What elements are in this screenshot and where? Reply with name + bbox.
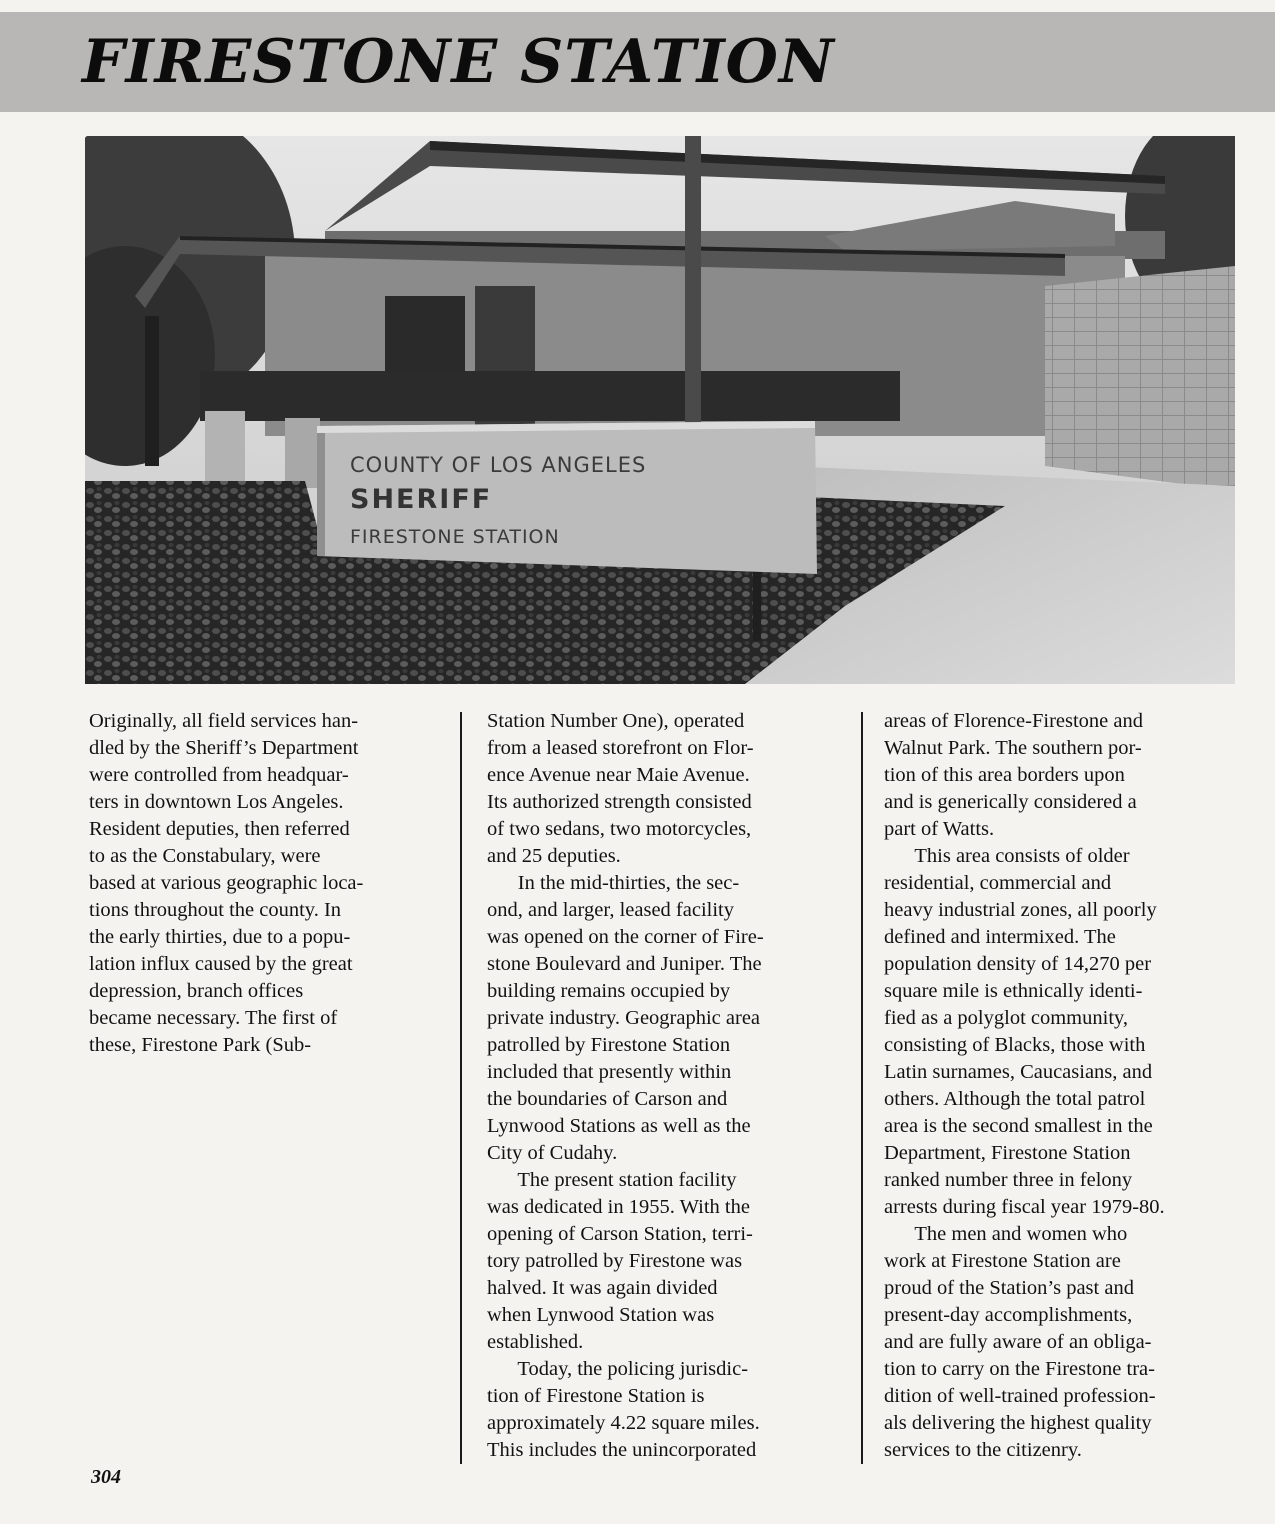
sign-line-sheriff: SHERIFF <box>350 484 493 515</box>
page-title: FIRESTONE STATION <box>82 27 835 97</box>
text-column-2: Station Number One), operated from a leased storefront on Flor- ence Avenue near Maie Avenue. Its authorized strength consisted of two sedans, two motorcycles, and 25 deputies. In the mid-thirties, the sec- ond, and larger, leased facility was opened on the corner of Fire- stone Boulevard and Juniper. The building remains occupied by private industry. Geographic area patrolled by Firestone Station included that presently within the boundaries of Carson and Lynwood Stations as well as the City of Cudahy. The present station facility was dedicated in 1955. With the opening of Carson Station, terri- tory patrolled by Firestone was halved. It was again divided when Lynwood Station was established. Today, the policing jurisdic- tion of Firestone Station is approximately 4.22 square miles. This includes the unincorporated <box>487 710 764 1461</box>
sign-line-county: COUNTY OF LOS ANGELES <box>350 453 647 477</box>
page-number: 304 <box>91 1466 121 1488</box>
station-photo <box>85 136 1235 684</box>
column-rule <box>460 712 462 1464</box>
column-rule <box>861 712 863 1464</box>
sign-line-station: FIRESTONE STATION <box>350 526 560 548</box>
text-column-3: areas of Florence-Firestone and Walnut Park. The southern por- tion of this area borders upon and is generically considered a part of Watts. This area consists of older residential, commercial and heavy industrial zones, all poorly defined and intermixed. The population density of 14,270 per square mile is ethnically identi- fied as a polyglot community, consisting of Blacks, those with Latin surnames, Caucasians, and others. Although the total patrol area is the second smallest in the Department, Firestone Station ranked number three in felony arrests during fiscal year 1979-80. The men and women who work at Firestone Station are proud of the Station’s past and present-day accomplishments, and are fully aware of an obliga- tion to carry on the Firestone tra- dition of well-trained profession- als delivering the highest quality services to the citizenry. <box>884 710 1165 1461</box>
text-column-1: Originally, all field services han- dled by the Sheriff’s Department were controlled from headquar- ters in downtown Los Angeles. Resident deputies, then referred to as the Constabulary, were based at various geographic loca- tions throughout the county. In the early thirties, due to a popu- lation influx caused by the great depression, branch offices became necessary. The first of these, Firestone Park (Sub- <box>89 710 364 1056</box>
